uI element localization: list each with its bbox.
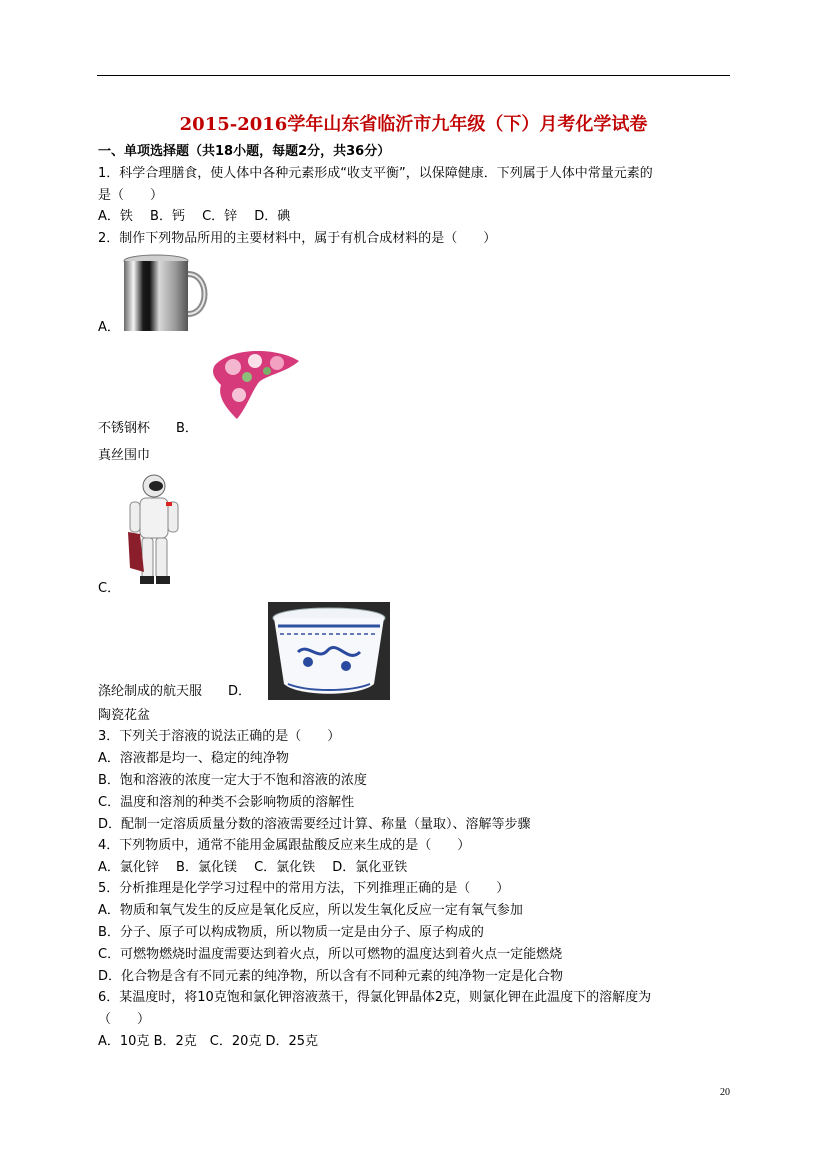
porcelain-pot-image — [268, 602, 390, 700]
q2-c-text-d-label: 涤纶制成的航天服 D． — [98, 684, 252, 699]
silk-scarf-image — [207, 347, 303, 421]
q6-stem-line2: （ ） — [98, 1012, 151, 1027]
stainless-mug-image — [118, 252, 208, 334]
section-heading: 一、单项选择题（共18小题，每题2分，共36分） — [98, 144, 391, 159]
q2-option-a-label: A． — [98, 320, 120, 335]
q6-stem-line1: 6．某温度时，将10克饱和氯化钾溶液蒸干，得氯化钾晶体2克，则氯化钾在此温度下的溶解度为 — [98, 990, 652, 1005]
q3-option-a: A．溶液都是均一、稳定的纯净物 — [98, 751, 289, 766]
q3-option-d: D．配制一定溶质质量分数的溶液需要经过计算、称量（量取）、溶解等步骤 — [98, 817, 531, 832]
q3-stem: 3．下列关于溶液的说法正确的是（ ） — [98, 729, 341, 744]
q5-option-a: A．物质和氧气发生的反应是氧化反应，所以发生氧化反应一定有氧气参加 — [98, 903, 523, 918]
spacesuit-image — [120, 472, 182, 592]
q5-stem: 5．分析推理是化学学习过程中的常用方法，下列推理正确的是（ ） — [98, 881, 510, 896]
q2-option-d-text: 陶瓷花盆 — [98, 708, 151, 723]
q5-option-d: D．化合物是含有不同元素的纯净物，所以含有不同种元素的纯净物一定是化合物 — [98, 969, 564, 984]
q2-option-b-text: 真丝围巾 — [98, 448, 151, 463]
q4-stem: 4．下列物质中，通常不能用金属跟盐酸反应来生成的是（ ） — [98, 838, 471, 853]
q3-option-b: B．饱和溶液的浓度一定大于不饱和溶液的浓度 — [98, 773, 367, 788]
q1-options: A．铁 B．钙 C．锌 D．碘 — [98, 209, 291, 224]
page-number: 20 — [720, 1087, 730, 1098]
q1-stem-line1: 1．科学合理膳食，使人体中各种元素形成“收支平衡”，以保障健康．下列属于人体中常量元素的 — [98, 166, 653, 181]
q2-option-c-label: C． — [98, 581, 121, 596]
q1-stem-line2: 是（ ） — [98, 188, 164, 203]
q4-options: A．氯化锌 B．氯化镁 C．氯化铁 D．氯化亚铁 — [98, 860, 408, 875]
q6-options: A．10克 B．2克 C．20克 D．25克 — [98, 1034, 319, 1049]
header-rule — [97, 75, 730, 76]
q3-option-c: C．温度和溶剂的种类不会影响物质的溶解性 — [98, 795, 355, 810]
q2-a-text-b-label: 不锈钢杯 B． — [98, 421, 198, 436]
exam-title: 2015-2016学年山东省临沂市九年级（下）月考化学试卷 — [179, 114, 648, 135]
q2-stem: 2．制作下列物品所用的主要材料中，属于有机合成材料的是（ ） — [98, 231, 497, 246]
q5-option-c: C．可燃物燃烧时温度需要达到着火点，所以可燃物的温度达到着火点一定能燃烧 — [98, 947, 563, 962]
q5-option-b: B．分子、原子可以构成物质，所以物质一定是由分子、原子构成的 — [98, 925, 484, 940]
